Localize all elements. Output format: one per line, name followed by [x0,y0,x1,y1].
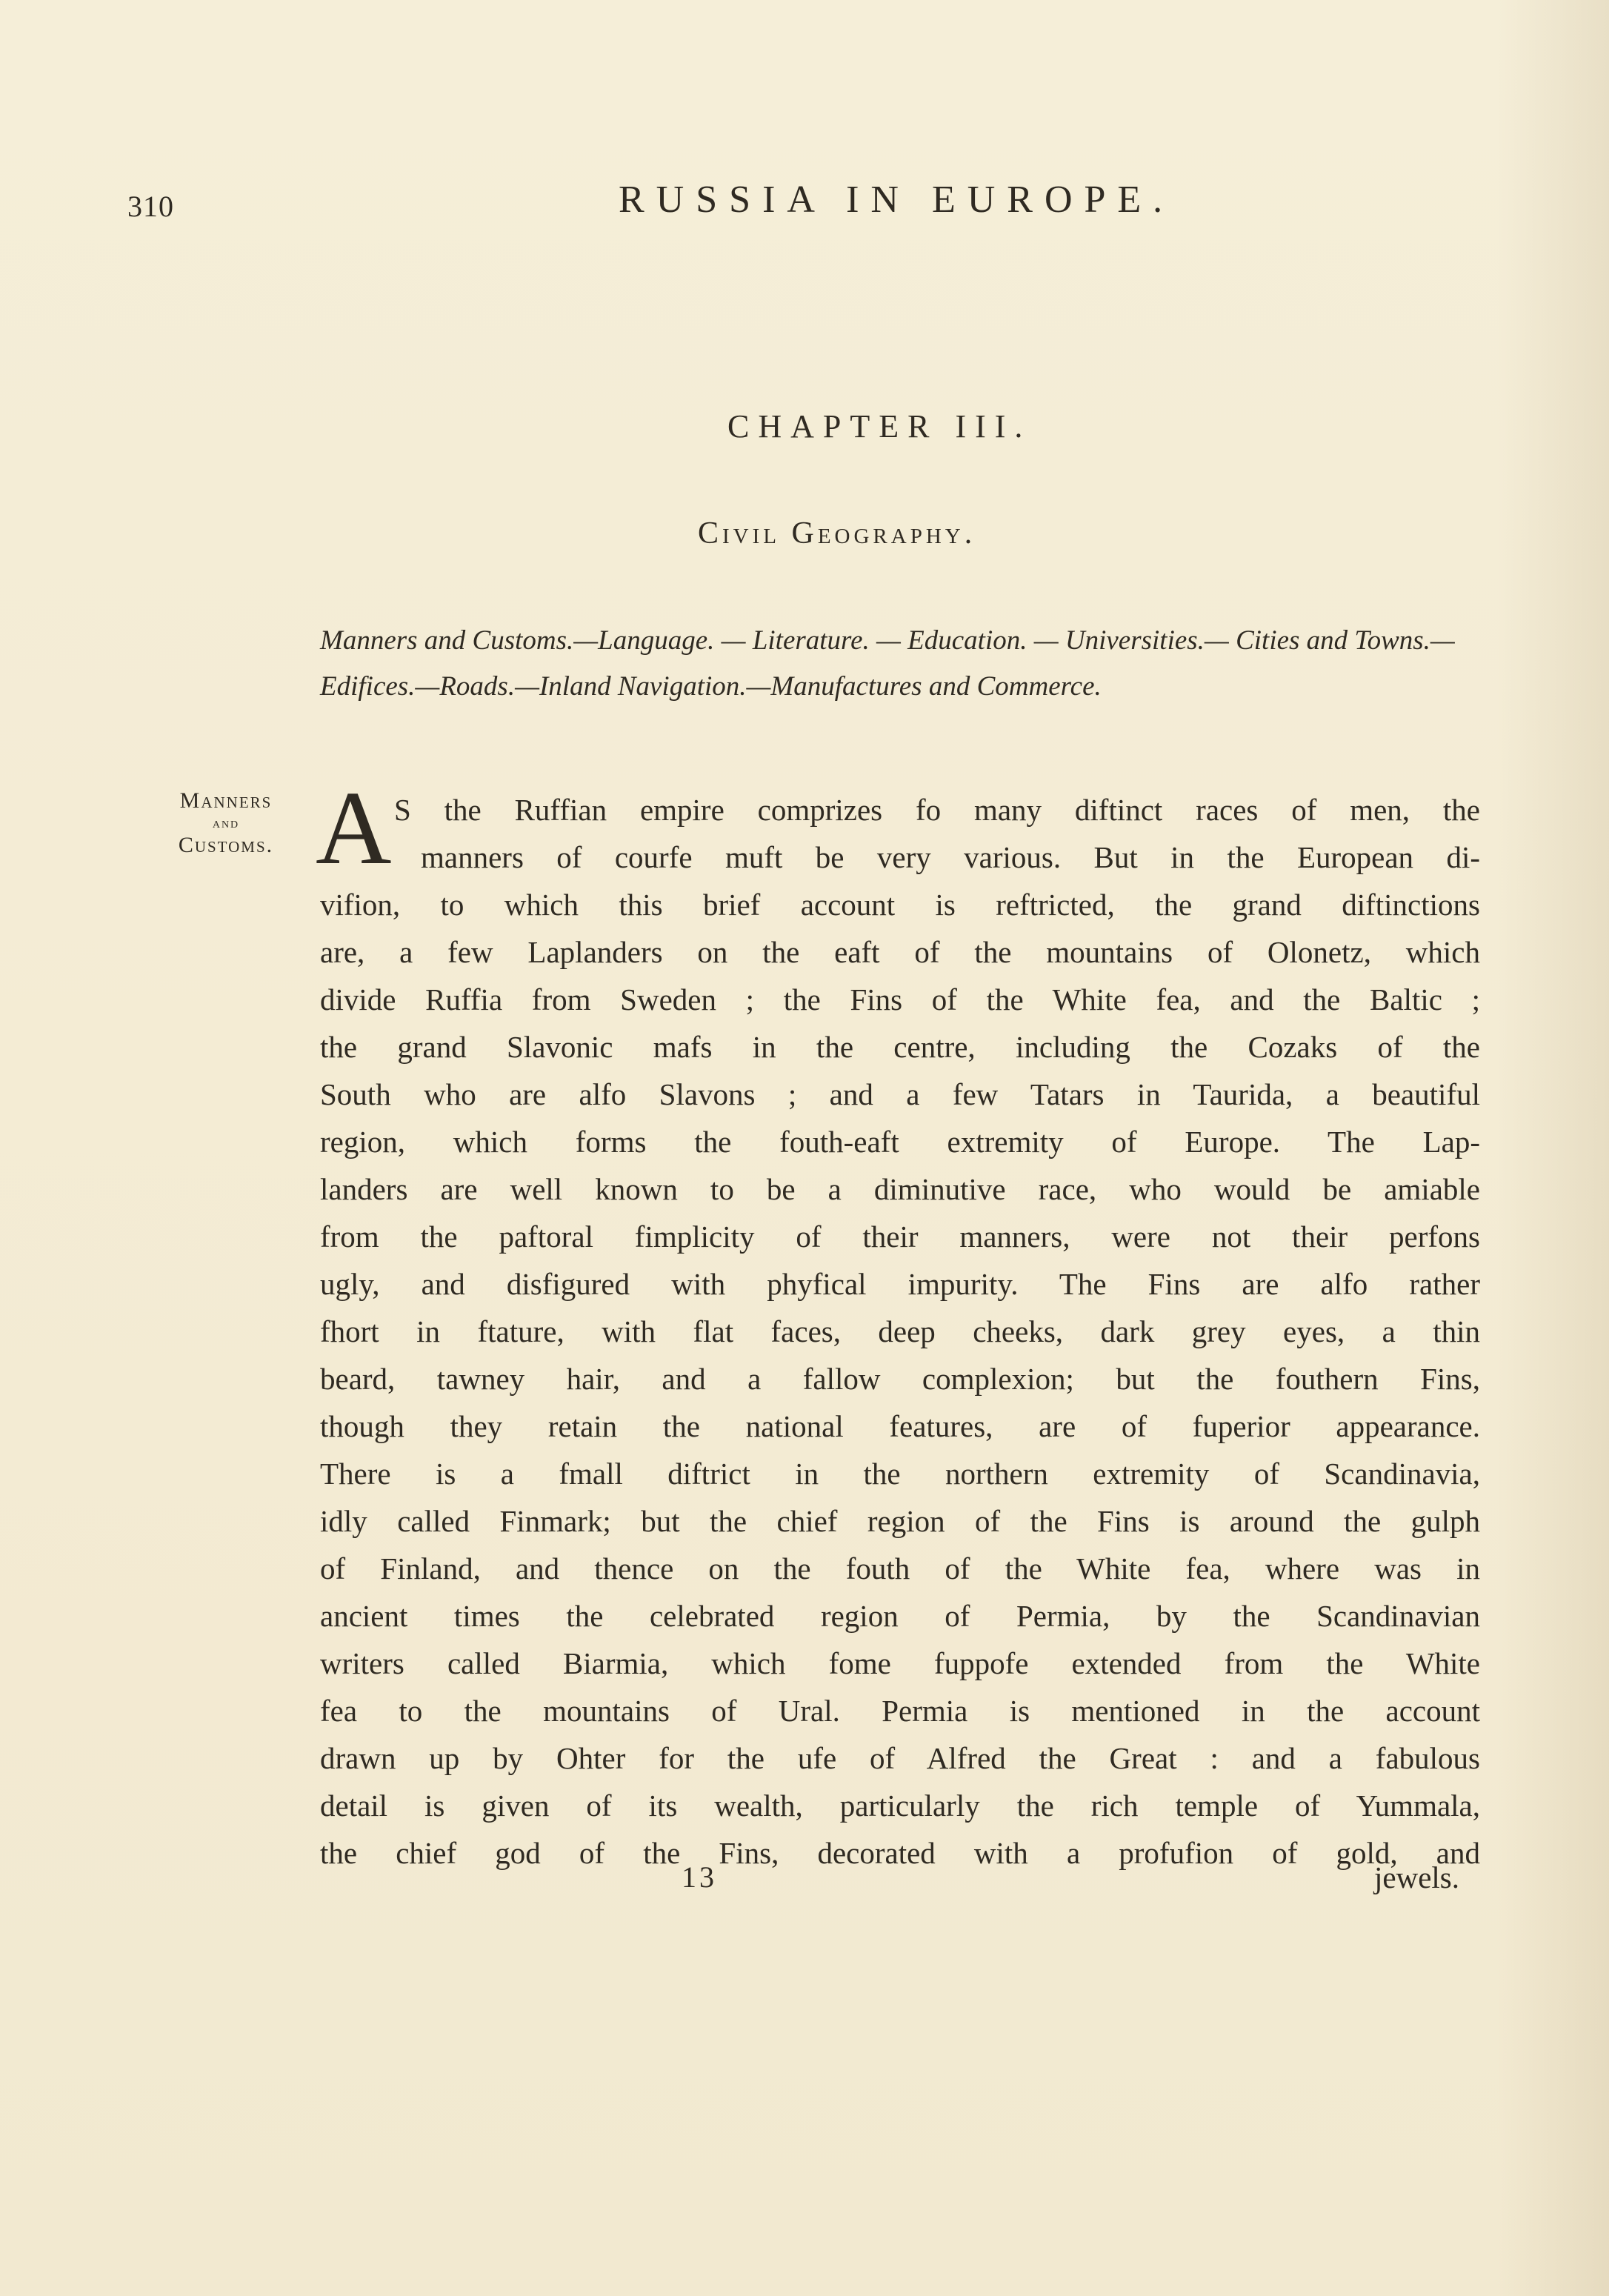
body-line: manners of courfe muft be very various. But in the European di- [421,840,1480,874]
body-line: fhort in ftature, with flat faces, deep cheeks, dark grey eyes, a thin [320,1314,1480,1348]
margin-note [148,788,304,859]
body-line: writers called Biarmia, which fome fuppofe extended from the White [320,1646,1480,1680]
body-line: divide Ruffia from Sweden ; the Fins of the White fea, and the Baltic ; [320,982,1480,1016]
body-line: though they retain the national features, are of fuperior appearance. [320,1409,1480,1443]
body-line: beard, tawney hair, and a fallow complexion; but the fouthern Fins, [320,1362,1480,1396]
catchword: jewels. [1374,1860,1459,1894]
body-line: South who are alfo Slavons ; and a few Tatars in Taurida, a beautiful [320,1077,1480,1111]
body-line: ancient times the celebrated region of Permia, by the Scandinavian [320,1599,1480,1633]
body-line: the chief god of the Fins, decorated with a profufion of gold, and [320,1836,1480,1870]
body-line: of Finland, and thence on the fouth of the White fea, where was in [320,1551,1480,1585]
margin-note-line: Manners [179,788,273,813]
body-line: detail is given of its wealth, particularly the rich temple of Yummala, [320,1788,1480,1823]
body-line: ugly, and disfigured with phyfical impurity. The Fins are alfo rather [320,1267,1480,1301]
chapter-contents: Manners and Customs.—Language. — Literature. — Education. — Universities.— Cities and Towns.—Edifices.—Roads.—Inland Navigation.—Manufactures and Commerce. [320,625,1455,702]
running-title: RUSSIA IN EUROPE. [619,179,1175,221]
body-line: are, a few Laplanders on the eaft of the mountains of Olonetz, which [320,935,1480,969]
body-line: drawn up by Ohter for the ufe of Alfred the Great : and a fabulous [320,1741,1480,1775]
section-title: Civil Geography. [698,516,976,550]
body-line: from the paftoral fimplicity of their manners, were not their perfons [320,1219,1480,1254]
signature-mark: 13 [682,1860,717,1894]
body-line: fea to the mountains of Ural. Permia is mentioned in the account [320,1694,1480,1728]
body-line: the grand Slavonic mafs in the centre, including the Cozaks of the [320,1030,1480,1064]
body-line: S the Ruffian empire comprizes fo many diftinct races of men, the [394,793,1480,827]
body-line: idly called Finmark; but the chief region of the Fins is around the gulph [320,1504,1480,1538]
body-line: region, which forms the fouth-eaft extremity of Europe. The Lap- [320,1125,1480,1159]
margin-note-line: and [212,815,240,831]
page-number: 310 [127,190,174,223]
drop-cap: A [316,769,392,886]
margin-note-line: Customs. [178,833,274,857]
body-line: vifion, to which this brief account is reftricted, the grand diftinctions [320,888,1480,922]
body-line: landers are well known to be a diminutive race, who would be amiable [320,1172,1480,1206]
body-line: There is a fmall diftrict in the northern extremity of Scandinavia, [320,1457,1480,1491]
chapter-title: CHAPTER III. [727,408,1032,445]
